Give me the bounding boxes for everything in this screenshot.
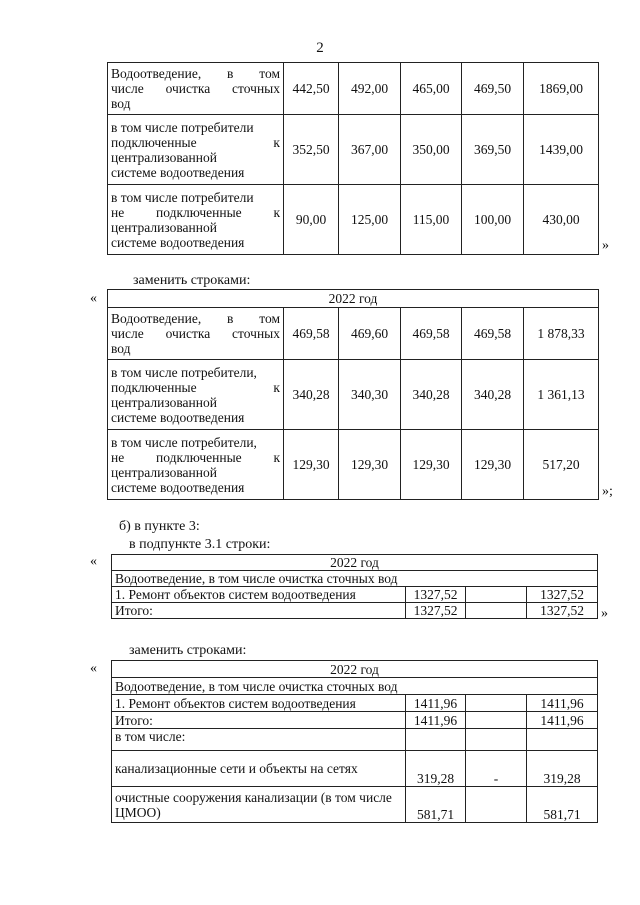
value-cell: 352,50 [284,115,339,185]
value-cell: 469,58 [284,308,339,360]
row-description: в том числе потребители подключенные к централизованной системе водоотведения [108,115,284,185]
total-cell: 1327,52 [527,603,598,619]
total-cell: 581,71 [527,787,598,823]
subpoint-heading: в подпункте 3.1 строки: [129,537,271,552]
value-cell: 340,28 [284,360,339,430]
row-label: Итого: [112,603,406,619]
total-cell: 319,28 [527,751,598,787]
table-row [108,308,599,360]
total-cell [527,729,598,751]
table-row [112,729,598,751]
close-quote: »; [602,484,613,499]
total-cell: 1439,00 [524,115,599,185]
value-cell: 319,28 [406,751,466,787]
row-label: в том числе: [112,729,406,751]
open-quote: « [90,554,97,569]
category-row: Водоотведение, в том числе очистка сточных вод [112,678,598,695]
total-cell: 517,20 [524,430,599,500]
year-header: 2022 год [112,555,598,571]
table-row [108,115,599,185]
value-cell: 1327,52 [406,587,466,603]
row-description: Водоотведение, в том числе очистка сточных вод [108,63,284,115]
value-cell [466,603,527,619]
row-label: 1. Ремонт объектов систем водоотведения [112,695,406,712]
row-label: Итого: [112,712,406,729]
value-cell: 350,00 [401,115,462,185]
row-label: 1. Ремонт объектов систем водоотведения [112,587,406,603]
value-cell [466,587,527,603]
table-row [108,63,599,115]
row-description: в том числе потребители не подключенные к централизованной системе водоотведения [108,185,284,255]
table-row [108,360,599,430]
row-label: очистные сооружения канализации (в том числе ЦМОО) [112,787,406,823]
open-quote: « [90,291,97,306]
value-cell: 1327,52 [406,603,466,619]
value-cell: 369,50 [462,115,524,185]
total-cell: 1411,96 [527,695,598,712]
replace-instruction: заменить строками: [133,273,251,288]
value-cell: 465,00 [401,63,462,115]
value-cell [466,729,527,751]
table-row [112,751,598,787]
value-cell: 129,30 [401,430,462,500]
value-cell: 469,50 [462,63,524,115]
row-description: в том числе потребители, не подключенные к централизованной системе водоотведения [108,430,284,500]
value-cell: 125,00 [339,185,401,255]
row-description: Водоотведение, в том числе очистка сточных вод [108,308,284,360]
total-cell: 1 361,13 [524,360,599,430]
value-cell: 492,00 [339,63,401,115]
total-cell: 1411,96 [527,712,598,729]
value-cell: 129,30 [339,430,401,500]
category-row: Водоотведение, в том числе очистка сточных вод [112,571,598,587]
table-row [112,587,598,603]
point-b: б) в пункте 3: [119,519,200,534]
value-cell: 367,00 [339,115,401,185]
value-cell [466,787,527,823]
table-row [112,712,598,729]
close-quote: » [602,238,609,253]
value-cell: 100,00 [462,185,524,255]
row-label: канализационные сети и объекты на сетях [112,751,406,787]
value-cell [466,712,527,729]
value-cell: 115,00 [401,185,462,255]
year-header: 2022 год [108,290,599,308]
table-row [112,603,598,619]
total-cell: 1 878,33 [524,308,599,360]
value-cell [466,695,527,712]
table-replacement-rows [107,289,599,500]
table-replacement-subpoint [111,660,598,823]
total-cell: 430,00 [524,185,599,255]
table-row [112,695,598,712]
table-row [112,787,598,823]
value-cell: 129,30 [462,430,524,500]
value-cell: 340,28 [462,360,524,430]
value-cell: 1411,96 [406,695,466,712]
value-cell: 581,71 [406,787,466,823]
page-number: 2 [316,40,324,56]
table-row [108,430,599,500]
value-cell: 90,00 [284,185,339,255]
total-cell: 1327,52 [527,587,598,603]
table-original-subpoint [111,554,598,619]
close-quote: » [601,606,608,621]
value-cell: - [466,751,527,787]
year-header: 2022 год [112,661,598,678]
open-quote: « [90,661,97,676]
value-cell: 340,28 [401,360,462,430]
table-row [108,185,599,255]
value-cell: 469,60 [339,308,401,360]
value-cell: 340,30 [339,360,401,430]
total-cell: 1869,00 [524,63,599,115]
value-cell [406,729,466,751]
replace-instruction: заменить строками: [129,643,247,658]
row-description: в том числе потребители, подключенные к централизованной системе водоотведения [108,360,284,430]
value-cell: 1411,96 [406,712,466,729]
value-cell: 469,58 [401,308,462,360]
value-cell: 442,50 [284,63,339,115]
value-cell: 469,58 [462,308,524,360]
table-original-rows [107,62,599,255]
value-cell: 129,30 [284,430,339,500]
